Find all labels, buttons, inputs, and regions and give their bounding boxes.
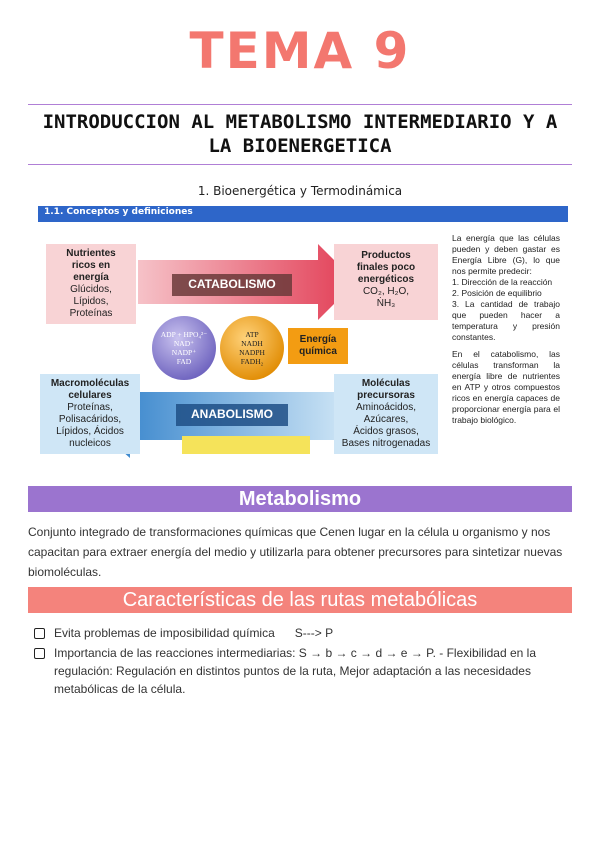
precursors-item: Bases nitrogenadas bbox=[341, 438, 431, 449]
cofactor: NADP⁺ bbox=[171, 348, 197, 357]
subtitle-line-2: LA BIOENERGETICA bbox=[208, 135, 392, 157]
macro-heading-1: Macromoléculas bbox=[50, 378, 130, 389]
cofactor: ADP + HPO₄²⁻ bbox=[160, 330, 208, 339]
cofactor: NAD⁺ bbox=[173, 339, 195, 348]
products-item: CO₂, H₂O, bbox=[362, 286, 410, 297]
products-heading-1: Productos bbox=[361, 250, 411, 261]
energy-line: Energía bbox=[299, 334, 337, 345]
highlight-note bbox=[182, 436, 310, 454]
figure-section-label: 1.1. Conceptos y definiciones bbox=[44, 207, 193, 217]
precursors-heading-2: precursoras bbox=[357, 390, 415, 401]
anabolism-label: ANABOLISMO bbox=[191, 407, 273, 421]
section-metabolismo: Metabolismo bbox=[28, 486, 572, 512]
divider-bottom bbox=[28, 164, 572, 165]
macro-heading-2: celulares bbox=[68, 390, 112, 401]
side-paragraph: En el catabolismo, las células transforman la energía libre de nutrientes en ATP y otros compuestos ricos en energía capaces de proporcionar energía para el trabajo biológico. bbox=[452, 349, 560, 425]
checkbox-icon[interactable] bbox=[34, 628, 45, 639]
figure-title: 1. Bioenergética y Termodinámica bbox=[197, 184, 403, 198]
list-item bbox=[32, 644, 572, 698]
list-item bbox=[32, 624, 572, 642]
side-paragraph: La energía que las células pueden y deben gastar es Energía Libre (G), lo que nos permite predecir: bbox=[452, 233, 560, 276]
cofactor: NADPH bbox=[239, 348, 265, 357]
divider-top bbox=[28, 104, 572, 105]
page-title: TEMA 9 bbox=[189, 22, 411, 80]
catabolism-label: CATABOLISMO bbox=[188, 277, 276, 291]
macro-item: Polisacáridos, bbox=[58, 414, 122, 425]
macro-item: Proteínas, bbox=[67, 402, 113, 413]
checkbox-icon[interactable] bbox=[34, 648, 45, 659]
macro-item: nucleicos bbox=[69, 438, 111, 449]
cofactor: NADH bbox=[241, 339, 263, 348]
precursors-item: Aminoácidos, bbox=[355, 402, 417, 413]
nutrients-heading-2: ricos en bbox=[71, 260, 111, 271]
macromolecules-text bbox=[40, 378, 140, 450]
products-heading-2: finales poco bbox=[356, 262, 416, 273]
macro-item: Lípidos, Ácidos bbox=[56, 426, 124, 437]
nutrients-heading-1: Nutrientes bbox=[66, 248, 116, 259]
precursors-heading-1: Moléculas bbox=[361, 378, 411, 389]
list-item-text: Evita problemas de imposibilidad química S---> P bbox=[54, 626, 334, 640]
section-rutas: Características de las rutas metabólicas bbox=[28, 587, 572, 613]
precursors-item: Azúcares, bbox=[363, 414, 409, 425]
side-item: 2. Posición de equilibrio bbox=[452, 288, 542, 298]
nutrients-heading-3: energía bbox=[73, 272, 109, 283]
side-item: 1. Dirección de la reacción bbox=[452, 277, 553, 287]
cofactor: FADH₂ bbox=[240, 357, 264, 366]
nutrients-text bbox=[46, 248, 136, 320]
rutas-list bbox=[32, 624, 572, 700]
products-item: ṄH₃ bbox=[376, 298, 396, 309]
products-text bbox=[334, 250, 438, 310]
precursors-text bbox=[334, 378, 438, 450]
precursors-item: Ácidos grasos, bbox=[353, 426, 419, 437]
side-item: 3. La cantidad de trabajo que pueden hacer a temperatura y presión constantes. bbox=[452, 299, 560, 342]
cofactor: ATP bbox=[245, 330, 259, 339]
left-cofactor-text bbox=[152, 330, 216, 366]
list-item-text: Importancia de las reacciones intermediarias: S → b → c → d → e → P. - Flexibilidad en la regulación: Regulación en distintos puntos de la ruta, Mejor adaptación a las necesidades metabólicas de la célula. bbox=[54, 646, 536, 696]
right-cofactor-text bbox=[220, 330, 284, 366]
chemical-energy-text bbox=[288, 334, 348, 358]
subtitle bbox=[28, 110, 572, 158]
products-heading-3: energéticos bbox=[357, 274, 415, 285]
subtitle-line-1: INTRODUCCION AL METABOLISMO INTERMEDIARIO Y A bbox=[42, 111, 558, 133]
nutrients-item: Proteínas bbox=[69, 308, 113, 319]
metabolismo-description: Conjunto integrado de transformaciones químicas que Cenen lugar en la célula u organismo y nos capacitan para extraer energía del medio y utilizarla para obtener precursores para sintetizar nuevas biomoléculas. bbox=[28, 525, 563, 579]
energy-line: química bbox=[299, 346, 337, 357]
figure-side-text bbox=[452, 233, 560, 426]
nutrients-item: Glúcidos, bbox=[70, 284, 112, 295]
cofactor: FAD bbox=[176, 357, 192, 366]
nutrients-item: Lípidos, bbox=[73, 296, 109, 307]
